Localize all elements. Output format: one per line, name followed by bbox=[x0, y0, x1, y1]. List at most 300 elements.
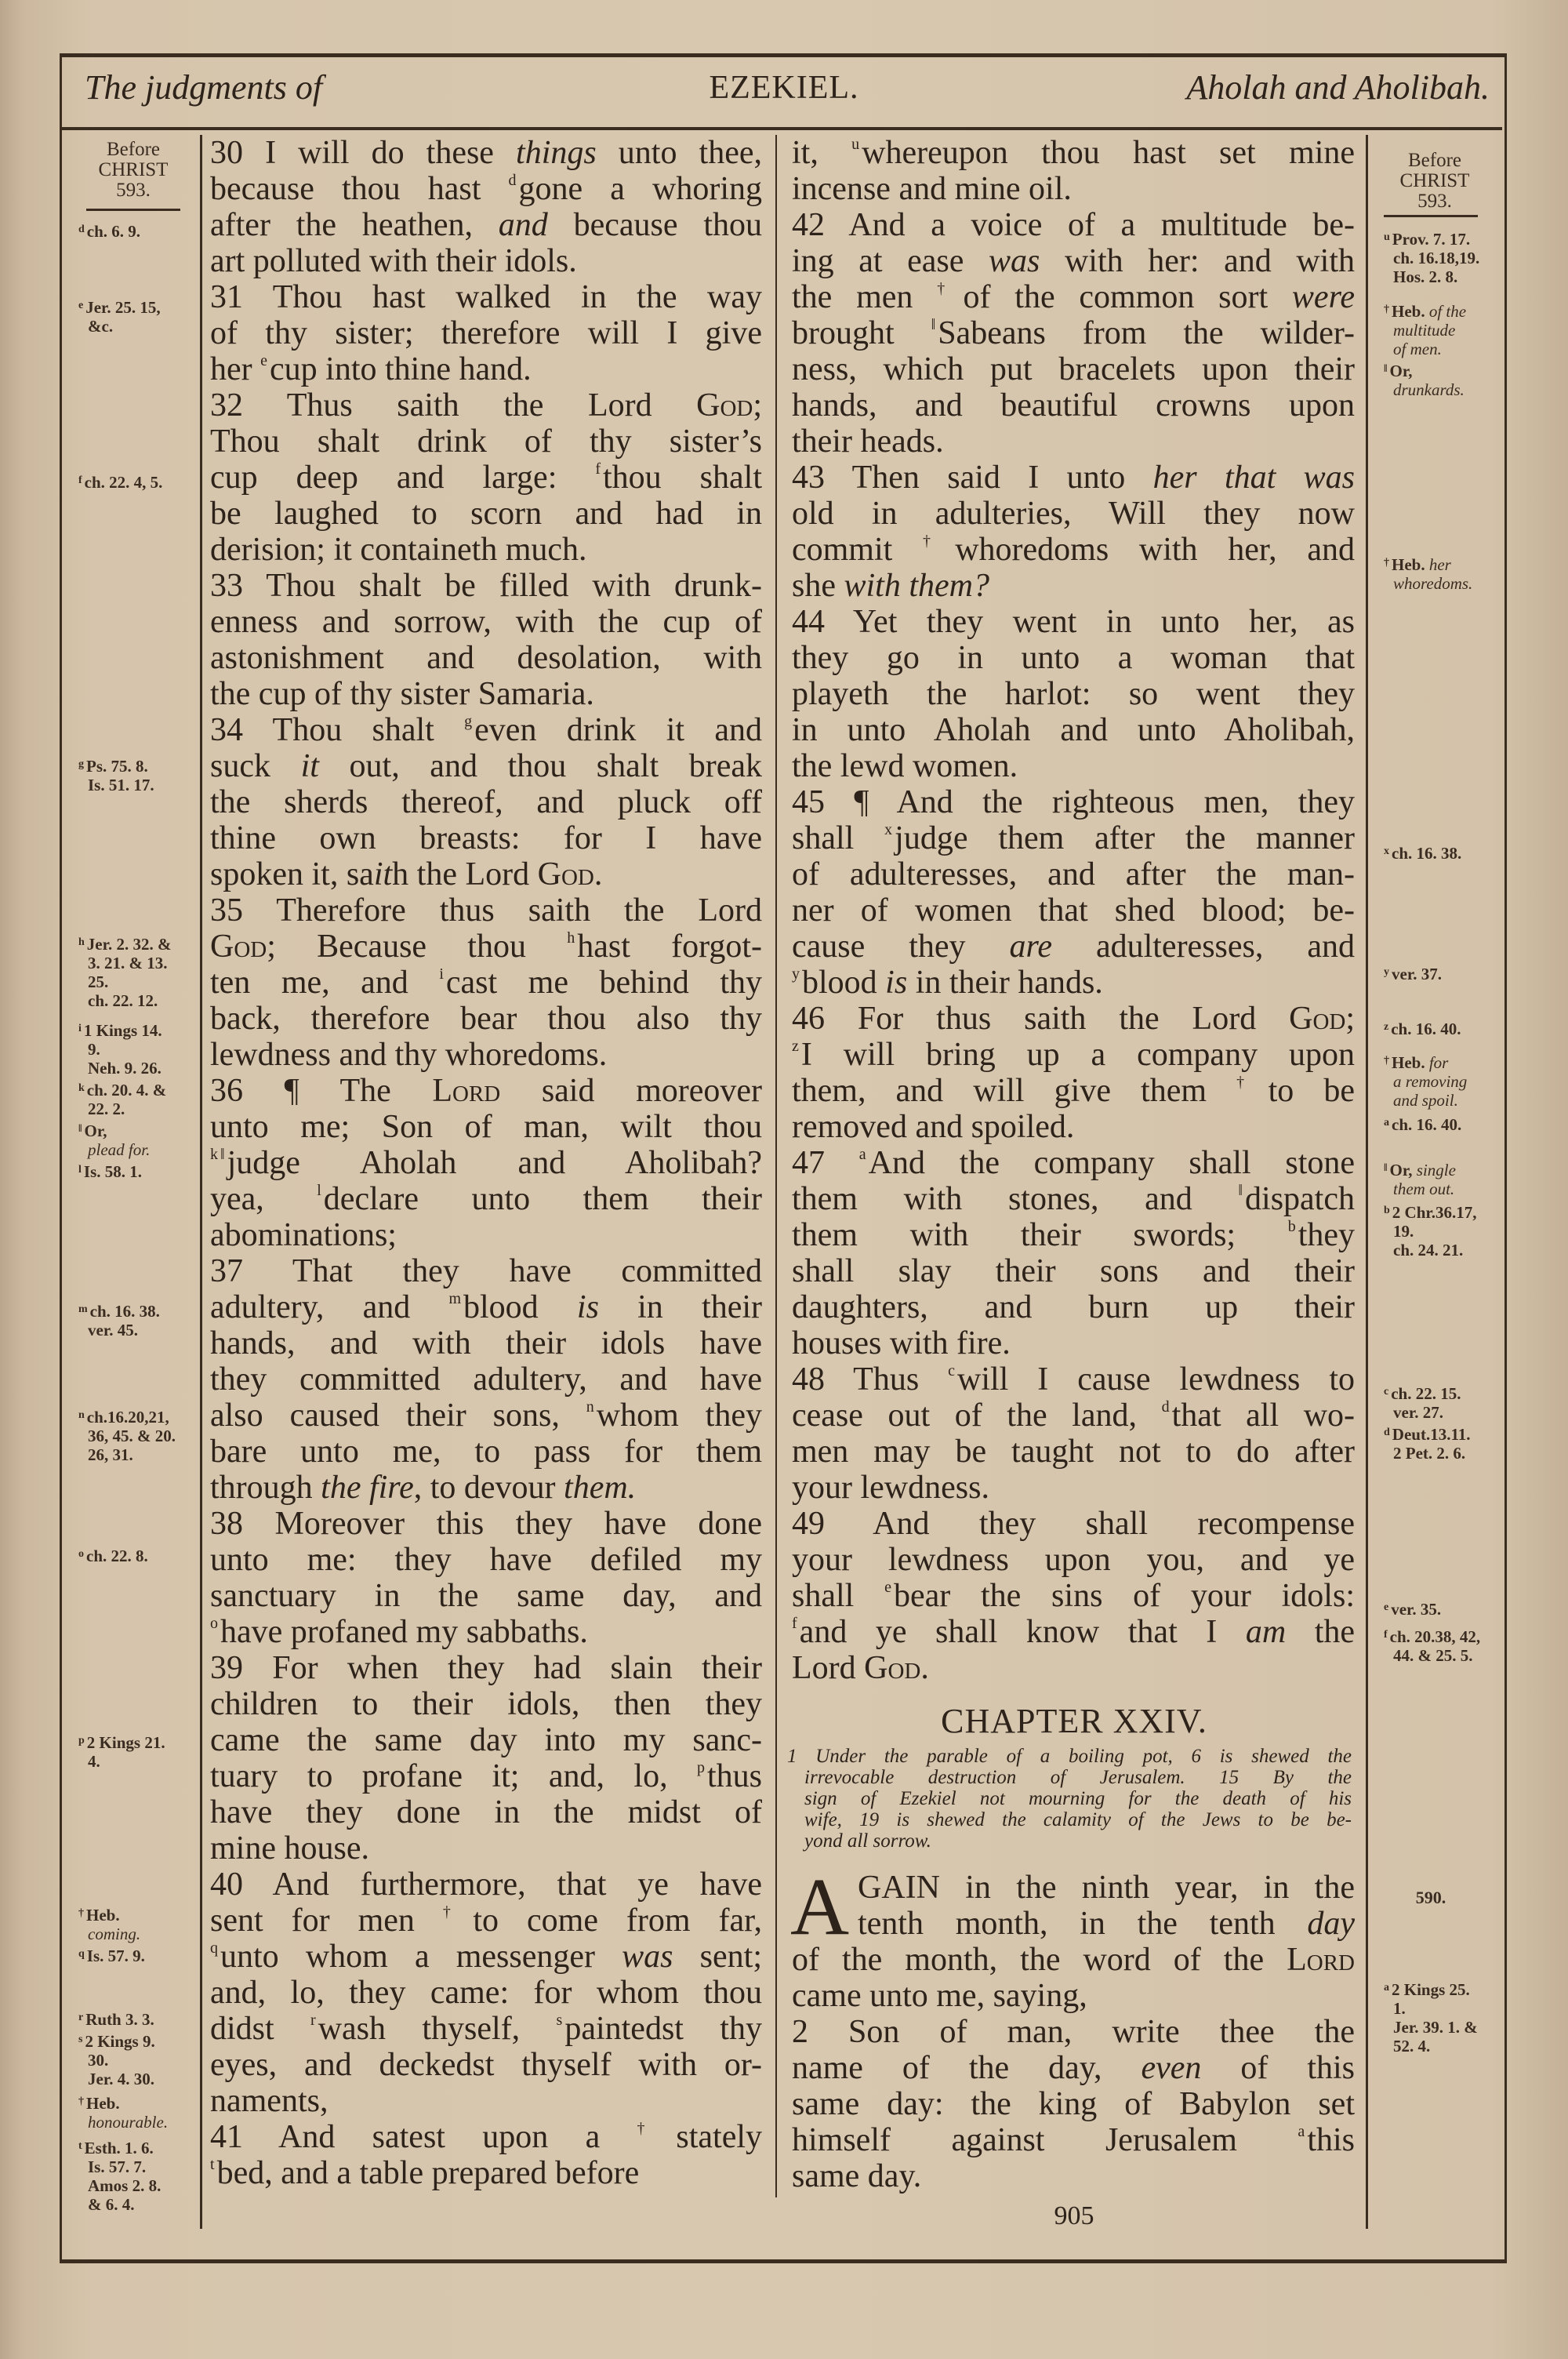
reference-text: 36, 45. & 20. bbox=[88, 1427, 176, 1445]
reference-text: ver. 35. bbox=[1391, 1600, 1442, 1619]
text-line: shall slay their sons and their bbox=[792, 1253, 1355, 1289]
margin-reference-line bbox=[78, 776, 154, 794]
reference-text: Is. 58. 1. bbox=[83, 1162, 142, 1181]
margin-reference-line bbox=[1384, 574, 1472, 593]
margin-reference-line bbox=[1384, 1161, 1456, 1180]
margin-reference bbox=[78, 1547, 148, 1565]
margin-reference-line bbox=[1384, 321, 1466, 340]
text-line: same day: the king of Babylon set bbox=[792, 2086, 1355, 2122]
era-before: Before bbox=[106, 139, 161, 160]
text-line: children to their idols, then they bbox=[210, 1686, 762, 1722]
reference-mark: r bbox=[78, 2012, 84, 2023]
text-line: shall $^e$bear the sins of your idols: bbox=[792, 1578, 1355, 1614]
margin-reference-line bbox=[78, 317, 161, 336]
text-line: of the month, the word of the Lord bbox=[792, 1942, 1355, 1978]
reference-text: them out. bbox=[1393, 1180, 1455, 1198]
text-line: $^o$have profaned my sabbaths. bbox=[210, 1614, 588, 1650]
reference-mark: † bbox=[1384, 1055, 1389, 1067]
margin-reference bbox=[1384, 1627, 1480, 1665]
reference-text: honourable. bbox=[88, 2113, 169, 2132]
text-line: Thou shalt drink of thy sister’s bbox=[210, 423, 762, 460]
reference-text: ch. 16. 40. bbox=[1391, 1020, 1461, 1038]
margin-reference-line bbox=[78, 1906, 140, 1925]
reference-text: ch. 22. 15. bbox=[1391, 1384, 1461, 1403]
text-line: 47 $^a$And the company shall stone bbox=[792, 1145, 1355, 1181]
reference-mark: e bbox=[78, 300, 84, 311]
text-line: removed and spoiled. bbox=[792, 1109, 1075, 1145]
text-line: sent for men †to come from far, bbox=[210, 1903, 762, 1939]
margin-reference-line bbox=[78, 935, 172, 954]
reference-text: Is. 51. 17. bbox=[88, 776, 154, 794]
running-head-left: The judgments of bbox=[85, 68, 323, 107]
reference-text: Is. 57. 9. bbox=[86, 1946, 145, 1965]
margin-reference-line bbox=[78, 298, 161, 317]
text-line: name of the day, even of this bbox=[792, 2050, 1355, 2086]
text-line: and, lo, they came: for whom thou bbox=[210, 1975, 762, 2011]
margin-reference-line bbox=[1384, 1600, 1441, 1619]
reference-text: ch. 22. 4, 5. bbox=[84, 473, 163, 492]
text-line: cause they are adulteresses, and bbox=[792, 929, 1355, 965]
text-line: art polluted with their idols. bbox=[210, 243, 577, 279]
margin-reference-line bbox=[78, 1040, 162, 1059]
reference-text: Amos 2. 8. bbox=[88, 2176, 162, 2195]
reference-text: ch. 20. 4. & bbox=[86, 1081, 167, 1100]
margin-reference-line bbox=[1384, 1646, 1480, 1665]
margin-reference-line bbox=[78, 473, 162, 492]
margin-reference-line bbox=[78, 1021, 162, 1040]
text-line: 36 ¶ The Lord said moreover bbox=[210, 1073, 762, 1109]
text-line: commit †whoredoms with her, and bbox=[792, 532, 1355, 568]
margin-reference bbox=[78, 1162, 142, 1181]
margin-reference-line bbox=[1384, 1403, 1461, 1422]
reference-mark: e bbox=[1384, 1601, 1389, 1613]
reference-mark: a bbox=[1384, 1117, 1389, 1129]
reference-mark: f bbox=[1384, 1629, 1388, 1641]
text-line: they go in unto a woman that bbox=[792, 640, 1355, 676]
text-column-right bbox=[792, 135, 1355, 1686]
margin-reference-line bbox=[78, 954, 172, 972]
text-line: bare unto me, to pass for them bbox=[210, 1434, 762, 1470]
margin-reference-line bbox=[1384, 230, 1479, 249]
summary-line: irrevocable destruction of Jerusalem. 15 By the bbox=[804, 1767, 1352, 1788]
reference-text: multitude bbox=[1393, 321, 1456, 340]
margin-reference bbox=[78, 2094, 168, 2132]
reference-mark: t bbox=[78, 2140, 82, 2152]
text-line: the men †of the common sort were bbox=[792, 279, 1355, 315]
header-rule bbox=[60, 127, 1502, 130]
reference-text: 30. bbox=[88, 2051, 109, 2070]
reference-text: Jer. 2. 32. & bbox=[86, 935, 172, 954]
margin-reference-line bbox=[1384, 844, 1461, 863]
reference-text: Heb. bbox=[86, 1906, 120, 1925]
margin-reference bbox=[1384, 965, 1442, 983]
text-line: the sherds thereof, and pluck off bbox=[210, 784, 762, 820]
reference-mark: q bbox=[78, 1948, 85, 1960]
text-line: yea, $^l$declare unto them their bbox=[210, 1181, 762, 1217]
margin-reference-line bbox=[1384, 362, 1465, 380]
reference-text: Prov. 7. 17. bbox=[1392, 230, 1471, 249]
text-line: it, $^u$whereupon thou hast set mine bbox=[792, 135, 1355, 171]
margin-reference-line bbox=[78, 1445, 176, 1464]
margin-reference-line bbox=[78, 1408, 176, 1427]
margin-reference-line bbox=[78, 2010, 154, 2029]
text-line: of adulteresses, and after the man- bbox=[792, 856, 1355, 892]
text-line: Lord God. bbox=[792, 1650, 929, 1686]
text-line: same day. bbox=[792, 2158, 922, 2194]
text-line: God; Because thou $^h$hast forgot- bbox=[210, 929, 762, 965]
text-line: their heads. bbox=[792, 423, 944, 460]
margin-reference bbox=[1384, 1161, 1456, 1198]
text-line: through the fire, to devour them. bbox=[210, 1470, 637, 1506]
margin-reference-line bbox=[78, 1121, 150, 1140]
margin-reference-line bbox=[78, 1162, 142, 1181]
chapter-summary bbox=[787, 1746, 1352, 1852]
margin-reference-line bbox=[1384, 1115, 1461, 1134]
reference-text: ch. 22. 12. bbox=[88, 991, 158, 1010]
text-line: 34 Thou shalt $^g$even drink it and bbox=[210, 712, 762, 748]
text-line: her $^e$cup into thine hand. bbox=[210, 351, 532, 387]
left-margin-rule bbox=[200, 135, 202, 2229]
margin-reference bbox=[1384, 302, 1466, 358]
reference-text: ver. 45. bbox=[88, 1321, 138, 1339]
running-head-book-title: EZEKIEL. bbox=[709, 70, 859, 106]
text-line: $^k$ ‖judge Aholah and Aholibah? bbox=[210, 1145, 762, 1181]
summary-line: sign of Ezekiel not mourning for the death of his bbox=[804, 1788, 1352, 1809]
reference-mark: u bbox=[1384, 231, 1390, 243]
reference-text: 4. bbox=[88, 1752, 100, 1771]
summary-line: 1 Under the parable of a boiling pot, 6 is shewed the bbox=[787, 1746, 1352, 1767]
text-line: also caused their sons, $^n$whom they bbox=[210, 1398, 762, 1434]
text-line: them with their swords; $^b$they bbox=[792, 1217, 1355, 1253]
text-line: naments, bbox=[210, 2083, 328, 2119]
margin-reference-line bbox=[1384, 1241, 1477, 1259]
text-line: men may be taught not to do after bbox=[792, 1434, 1355, 1470]
margin-reference-line bbox=[78, 2113, 168, 2132]
text-line: cease out of the land, $^d$that all wo- bbox=[792, 1398, 1355, 1434]
text-line: old in adulteries, Will they now bbox=[792, 496, 1355, 532]
reference-text: 22. 2. bbox=[88, 1100, 125, 1118]
margin-reference bbox=[78, 1302, 160, 1339]
reference-text: Jer. 39. 1. & bbox=[1393, 2018, 1478, 2037]
text-line: 30 I will do these things unto thee, bbox=[210, 135, 762, 171]
margin-reference-line bbox=[1384, 2037, 1478, 2055]
text-line: ness, which put bracelets upon their bbox=[792, 351, 1355, 387]
margin-reference bbox=[78, 757, 154, 794]
summary-line: wife, 19 is shewed the calamity of the Jews to be be- bbox=[804, 1809, 1352, 1830]
reference-text: Is. 57. 7. bbox=[88, 2157, 147, 2176]
text-line: himself against Jerusalem $^a$this bbox=[792, 2122, 1355, 2158]
reference-mark: † bbox=[1384, 557, 1389, 569]
margin-reference-line bbox=[1384, 267, 1479, 286]
reference-text: ch. 16. 38. bbox=[1392, 844, 1462, 863]
text-line: 44 Yet they went in unto her, as bbox=[792, 604, 1355, 640]
text-line: back, therefore bear thou also thy bbox=[210, 1001, 762, 1037]
margin-reference-line bbox=[78, 1733, 165, 1752]
reference-mark: y bbox=[1384, 966, 1389, 978]
margin-reference-line bbox=[1384, 1627, 1480, 1646]
era-year-590: 590. bbox=[1415, 1888, 1446, 1907]
text-line: ten me, and $^i$cast me behind thy bbox=[210, 965, 762, 1001]
summary-line: yond all sorrow. bbox=[804, 1830, 931, 1852]
margin-reference bbox=[1384, 1600, 1441, 1619]
text-line: sanctuary in the same day, and bbox=[210, 1578, 762, 1614]
text-line: 32 Thus saith the Lord God; bbox=[210, 387, 762, 423]
text-line: the cup of thy sister Samaria. bbox=[210, 676, 594, 712]
text-line: ner of women that shed blood; be- bbox=[792, 892, 1355, 929]
reference-mark: n bbox=[78, 1409, 85, 1421]
reference-text: Ruth 3. 3. bbox=[85, 2010, 154, 2029]
text-line: houses with fire. bbox=[792, 1325, 1011, 1361]
reference-text: 2 Kings 21. bbox=[86, 1733, 165, 1752]
margin-reference bbox=[1384, 1115, 1461, 1134]
reference-text: Heb. of the bbox=[1392, 302, 1467, 321]
margin-reference bbox=[1384, 844, 1461, 863]
margin-reference bbox=[78, 2139, 161, 2214]
margin-reference-line bbox=[1384, 1222, 1477, 1241]
margin-reference bbox=[78, 1906, 140, 1943]
era-rule-left bbox=[86, 209, 180, 211]
text-line: eyes, and deckedst thyself with or- bbox=[210, 2047, 762, 2083]
text-line: enness and sorrow, with the cup of bbox=[210, 604, 762, 640]
text-line: 48 Thus $^c$will I cause lewdness to bbox=[792, 1361, 1355, 1398]
reference-text: 44. & 25. 5. bbox=[1393, 1646, 1473, 1665]
margin-reference bbox=[78, 1021, 162, 1078]
text-line: tuary to profane it; and, lo, $^p$thus bbox=[210, 1758, 762, 1794]
text-line: your lewdness. bbox=[792, 1470, 989, 1506]
margin-reference-line bbox=[78, 2094, 168, 2113]
margin-reference-line bbox=[1384, 1053, 1467, 1072]
text-line: lewdness and thy whoredoms. bbox=[210, 1037, 608, 1073]
text-line: 37 That they have committed bbox=[210, 1253, 762, 1289]
margin-reference-line bbox=[1384, 1384, 1461, 1403]
text-line: have they done in the midst of bbox=[210, 1794, 762, 1830]
margin-reference-line bbox=[78, 1925, 140, 1943]
era-rule-right bbox=[1384, 215, 1478, 217]
reference-text: 26, 31. bbox=[88, 1445, 133, 1464]
reference-text: ch. 22. 8. bbox=[86, 1547, 148, 1565]
reference-mark: o bbox=[78, 1548, 84, 1560]
margin-reference-line bbox=[78, 2032, 155, 2051]
margin-reference-line bbox=[78, 2070, 155, 2088]
text-line: 2 Son of man, write thee the bbox=[792, 2014, 1355, 2050]
reference-text: & 6. 4. bbox=[88, 2195, 135, 2214]
reference-mark: d bbox=[78, 224, 85, 235]
reference-text: Jer. 4. 30. bbox=[88, 2070, 154, 2088]
margin-reference-line bbox=[78, 1427, 176, 1445]
reference-text: Deut.13.11. bbox=[1392, 1425, 1471, 1444]
reference-text: 1. bbox=[1393, 1999, 1406, 2018]
margin-reference-line bbox=[78, 972, 172, 991]
text-line: cup deep and large: $^f$thou shalt bbox=[210, 460, 762, 496]
text-line: 40 And furthermore, that ye have bbox=[210, 1866, 762, 1903]
text-line: 33 Thou shalt be filled with drunk- bbox=[210, 568, 762, 604]
reference-mark: g bbox=[78, 758, 84, 770]
text-line: them with stones, and ‖dispatch bbox=[792, 1181, 1355, 1217]
reference-mark: b bbox=[1384, 1205, 1390, 1216]
reference-text: of men. bbox=[1393, 340, 1442, 358]
era-label-left bbox=[78, 140, 188, 201]
era-before: Before bbox=[1407, 150, 1462, 171]
margin-reference bbox=[1384, 555, 1472, 593]
margin-reference-line bbox=[1384, 965, 1442, 983]
text-line: 38 Moreover this they have done bbox=[210, 1506, 762, 1542]
margin-reference-line bbox=[1384, 249, 1479, 267]
reference-text: Heb. her bbox=[1392, 555, 1451, 574]
right-margin-rule bbox=[1366, 135, 1368, 2229]
margin-reference bbox=[78, 1121, 150, 1159]
margin-reference-line bbox=[78, 1547, 148, 1565]
reference-mark: l bbox=[78, 1164, 82, 1176]
reference-text: 2 Pet. 2. 6. bbox=[1393, 1444, 1466, 1463]
reference-text: 2 Kings 9. bbox=[85, 2032, 155, 2051]
margin-reference bbox=[1384, 1425, 1471, 1463]
reference-text: Neh. 9. 26. bbox=[88, 1059, 162, 1078]
era-year: 593. bbox=[116, 180, 151, 201]
text-line: 41 And satest upon a †stately bbox=[210, 2119, 762, 2155]
margin-reference-line bbox=[78, 1059, 162, 1078]
margin-reference-line bbox=[78, 991, 172, 1010]
right-margin-references bbox=[1384, 0, 1509, 2359]
text-line: them, and will give them †to be bbox=[792, 1073, 1355, 1109]
reference-text: 25. bbox=[88, 972, 109, 991]
reference-text: 2 Chr.36.17, bbox=[1392, 1203, 1477, 1222]
chapter-heading: CHAPTER XXIV. bbox=[941, 1702, 1207, 1740]
reference-text: Or, bbox=[84, 1121, 107, 1140]
reference-mark: c bbox=[1384, 1386, 1389, 1398]
margin-reference-line bbox=[1384, 1980, 1478, 1999]
margin-reference-line bbox=[78, 1946, 145, 1965]
margin-reference-line bbox=[78, 1081, 166, 1100]
reference-text: ch. 16. 38. bbox=[89, 1302, 160, 1321]
era-christ: CHRIST bbox=[98, 159, 169, 180]
chapter-text bbox=[790, 1862, 1355, 2194]
text-line: $^y$blood is in their hands. bbox=[792, 965, 1103, 1001]
reference-text: 1 Kings 14. bbox=[83, 1021, 162, 1040]
margin-reference-line bbox=[1384, 2018, 1478, 2037]
margin-reference bbox=[1384, 362, 1465, 399]
era-year: 593. bbox=[1417, 191, 1452, 212]
margin-reference bbox=[78, 1408, 176, 1464]
margin-reference bbox=[1384, 1020, 1461, 1038]
text-line: playeth the harlot: so went they bbox=[792, 676, 1355, 712]
margin-reference bbox=[1384, 1053, 1467, 1110]
margin-reference-line bbox=[1384, 1091, 1467, 1110]
text-line: mine house. bbox=[210, 1830, 369, 1866]
text-line: daughters, and burn up their bbox=[792, 1289, 1355, 1325]
reference-mark: x bbox=[1384, 845, 1389, 857]
reference-text: Heb. for bbox=[1392, 1053, 1449, 1072]
text-line: your lewdness upon you, and ye bbox=[792, 1542, 1355, 1578]
margin-reference bbox=[78, 473, 162, 492]
text-line: $^q$unto whom a messenger was sent; bbox=[210, 1939, 762, 1975]
text-line: of thy sister; therefore will I give bbox=[210, 315, 762, 351]
text-line: $^z$I will bring up a company upon bbox=[792, 1037, 1355, 1073]
reference-mark: h bbox=[78, 936, 85, 948]
text-line: $^t$bed, and a table prepared before bbox=[210, 2155, 640, 2191]
reference-mark: ‖ bbox=[1384, 1162, 1388, 1174]
reference-text: Ps. 75. 8. bbox=[86, 757, 148, 776]
reference-text: Hos. 2. 8. bbox=[1393, 267, 1458, 286]
margin-reference-line bbox=[78, 757, 154, 776]
reference-mark: † bbox=[78, 2095, 84, 2107]
text-line: be laughed to scorn and had in bbox=[210, 496, 762, 532]
margin-reference bbox=[78, 1733, 165, 1771]
text-line: GAIN in the ninth year, in the bbox=[858, 1870, 1355, 1906]
reference-mark: z bbox=[1384, 1021, 1389, 1033]
reference-mark: ‖ bbox=[1384, 363, 1388, 375]
margin-reference-line bbox=[78, 2139, 161, 2157]
running-head-right: Aholah and Aholibah. bbox=[1186, 68, 1490, 107]
margin-reference-line bbox=[1384, 302, 1466, 321]
margin-reference bbox=[1384, 1203, 1477, 1259]
text-line: brought ‖Sabeans from the wilder- bbox=[792, 315, 1355, 351]
reference-mark: p bbox=[78, 1735, 85, 1747]
text-line: $^f$and ye shall know that I am the bbox=[792, 1614, 1355, 1650]
margin-reference-line bbox=[78, 222, 140, 241]
reference-text: ver. 27. bbox=[1393, 1403, 1443, 1422]
margin-reference bbox=[78, 1081, 166, 1118]
text-line: came the same day into my sanc- bbox=[210, 1722, 762, 1758]
margin-reference-line bbox=[1384, 555, 1472, 574]
text-line: 49 And they shall recompense bbox=[792, 1506, 1355, 1542]
reference-text: 3. 21. & 13. bbox=[88, 954, 168, 972]
reference-text: Or, single bbox=[1389, 1161, 1456, 1180]
reference-text: ch. 16.18,19. bbox=[1393, 249, 1480, 267]
reference-text: Esth. 1. 6. bbox=[84, 2139, 154, 2157]
margin-reference-line bbox=[1384, 340, 1466, 358]
margin-reference-line bbox=[1384, 1072, 1467, 1091]
text-line: derision; it containeth much. bbox=[210, 532, 587, 568]
margin-reference bbox=[78, 935, 172, 1010]
reference-text: &c. bbox=[88, 317, 114, 336]
text-line: didst $^r$wash thyself, $^s$paintedst thy bbox=[210, 2011, 762, 2047]
margin-reference bbox=[1384, 230, 1479, 286]
text-line: spoken it, saith the Lord God. bbox=[210, 856, 603, 892]
text-line: shall $^x$judge them after the manner bbox=[792, 820, 1355, 856]
reference-text: a removing bbox=[1393, 1072, 1468, 1091]
margin-reference-line bbox=[78, 2051, 155, 2070]
drop-cap: A bbox=[790, 1862, 850, 1952]
era-label-right bbox=[1384, 151, 1486, 212]
text-line: thine own breasts: for I have bbox=[210, 820, 762, 856]
margin-reference bbox=[1384, 1384, 1461, 1422]
reference-mark: d bbox=[1384, 1427, 1390, 1438]
reference-text: ch. 16. 40. bbox=[1392, 1115, 1462, 1134]
margin-reference-line bbox=[78, 2195, 161, 2214]
margin-reference-line bbox=[1384, 1444, 1471, 1463]
left-margin-references bbox=[78, 0, 196, 2359]
text-line: the lewd women. bbox=[792, 748, 1018, 784]
reference-mark: a bbox=[1384, 1982, 1389, 1994]
reference-text: ch. 20.38, 42, bbox=[1389, 1627, 1481, 1646]
reference-mark: † bbox=[1384, 304, 1389, 315]
margin-reference bbox=[78, 2032, 155, 2088]
reference-text: plead for. bbox=[88, 1140, 151, 1159]
reference-text: whoredoms. bbox=[1393, 574, 1473, 593]
era-christ: CHRIST bbox=[1399, 170, 1470, 191]
column-divider-rule bbox=[775, 135, 777, 2197]
reference-text: drunkards. bbox=[1393, 380, 1465, 399]
margin-reference bbox=[78, 2010, 154, 2029]
text-line: hands, and with their idols have bbox=[210, 1325, 762, 1361]
margin-reference-line bbox=[78, 1321, 160, 1339]
reference-text: ver. 37. bbox=[1392, 965, 1442, 983]
margin-reference-line bbox=[78, 1100, 166, 1118]
reference-mark: k bbox=[78, 1082, 85, 1094]
text-line: ing at ease was with her: and with bbox=[792, 243, 1355, 279]
reference-text: Jer. 25. 15, bbox=[85, 298, 161, 317]
text-column-left bbox=[210, 135, 762, 2191]
